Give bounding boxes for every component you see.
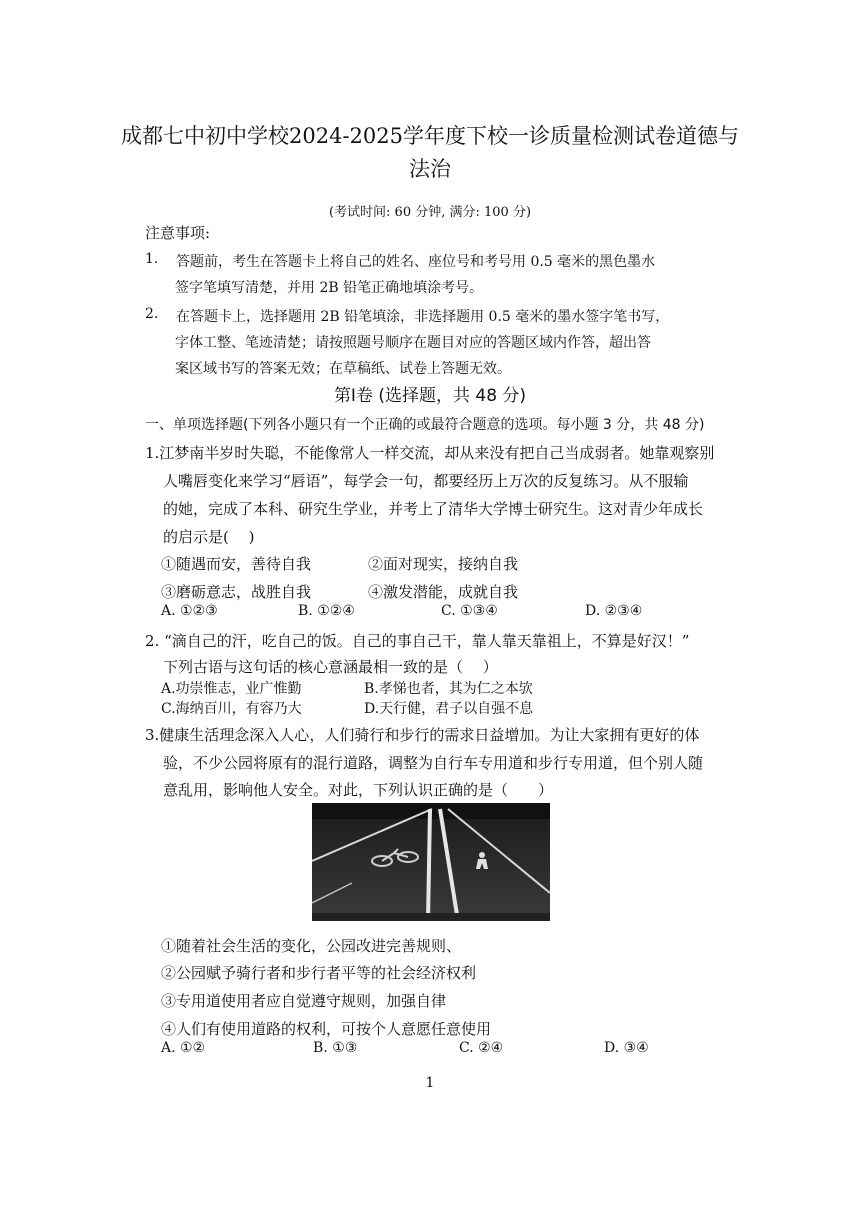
- q1-option-c: C. ①③④: [441, 603, 498, 619]
- bike-pedestrian-lane-photo: [312, 803, 550, 921]
- q1-statement-2: ②面对现实，接纳自我: [368, 555, 519, 573]
- page-title-line2: 法治: [409, 157, 451, 181]
- q1-line2: 人嘴唇变化来学习“唇语”，每学会一句，都要经历上万次的反复练习。从不服输: [163, 472, 689, 490]
- q1-line1: 1.江梦南半岁时失聪，不能像常人一样交流，却从来没有把自己当成弱者。她靠观察别: [145, 444, 715, 462]
- q3-line2: 验，不少公园将原有的混行道路，调整为自行车专用道和步行专用道，但个别人随: [163, 754, 704, 772]
- q3-statement-1: ①随着社会生活的变化，公园改进完善规则、: [161, 937, 462, 955]
- notice-item2-line2: 字体工整、笔迹清楚；请按照题号顺序在题目对应的答题区域内作答，超出答: [175, 335, 651, 351]
- q3-statement-4: ④人们有使用道路的权利，可按个人意愿任意使用: [161, 1020, 492, 1038]
- notice-item1-num: 1.: [145, 251, 159, 267]
- q1-option-b: B. ①②④: [298, 603, 355, 619]
- q3-statement-3: ③专用道使用者应自觉遵守规则，加强自律: [161, 992, 447, 1010]
- q2-line1: 2. “滴自己的汗，吃自己的饭。自己的事自己干，靠人靠天靠祖上，不算是好汉！”: [145, 632, 690, 650]
- q3-line3: 意乱用，影响他人安全。对此，下列认识正确的是（ ）: [163, 781, 554, 799]
- q2-line2: 下列古语与这句话的核心意涵最相一致的是（ ）: [163, 658, 498, 676]
- q1-line4: 的启示是( ): [163, 528, 255, 546]
- q1-statement-1: ①随遇而安，善待自我: [161, 555, 312, 573]
- q3-option-a: A. ①②: [161, 1040, 206, 1056]
- notice-heading: 注意事项:: [145, 224, 211, 242]
- q2-option-d: D.天行健，君子以自强不息: [364, 701, 534, 717]
- notice-item2-num: 2.: [145, 306, 159, 322]
- notice-item2-line1: 在答题卡上，选择题用 2B 铅笔填涂，非选择题用 0.5 毫米的墨水签字笔书写，: [176, 309, 670, 325]
- q3-option-d: D. ③④: [604, 1040, 649, 1056]
- q1-statement-3: ③磨砺意志，战胜自我: [161, 583, 312, 601]
- q1-option-d: D. ②③④: [585, 603, 643, 619]
- q2-option-c: C.海纳百川，有容乃大: [161, 701, 302, 717]
- section-title: 第Ⅰ卷 (选择题，共 48 分): [333, 386, 527, 406]
- q3-option-b: B. ①③: [313, 1040, 358, 1056]
- exam-info: (考试时间: 60 分钟, 满分: 100 分): [328, 205, 532, 220]
- notice-item2-line3: 案区域书写的答案无效；在草稿纸、试卷上答题无效。: [175, 361, 511, 377]
- q3-line1: 3.健康生活理念深入人心，人们骑行和步行的需求日益增加。为让大家拥有更好的体: [145, 726, 700, 744]
- notice-item1-line2: 签字笔填写清楚，并用 2B 铅笔正确地填涂考号。: [175, 280, 484, 296]
- page-title-line1: 成都七中初中学校2024-2025学年度下校一诊质量检测试卷道德与: [121, 124, 739, 148]
- q1-line3: 的她，完成了本科、研究生学业，并考上了清华大学博士研究生。这对青少年成长: [163, 500, 704, 518]
- q3-statement-2: ②公园赋予骑行者和步行者平等的社会经济权利: [161, 964, 477, 982]
- q1-statement-4: ④激发潜能，成就自我: [368, 583, 519, 601]
- notice-item1-line1: 答题前，考生在答题卡上将自己的姓名、座位号和考号用 0.5 毫米的黑色墨水: [176, 254, 656, 270]
- q2-option-a: A.功崇惟志，业广惟勤: [161, 681, 302, 697]
- section-instruction: 一、单项选择题(下列各小题只有一个正确的或最符合题意的选项。每小题 3 分，共 48 分): [145, 417, 705, 433]
- q1-option-a: A. ①②③: [161, 603, 218, 619]
- q2-option-b: B.孝悌也者，其为仁之本欤: [364, 681, 533, 697]
- page-number: 1: [425, 1075, 435, 1091]
- q3-option-c: C. ②④: [459, 1040, 504, 1056]
